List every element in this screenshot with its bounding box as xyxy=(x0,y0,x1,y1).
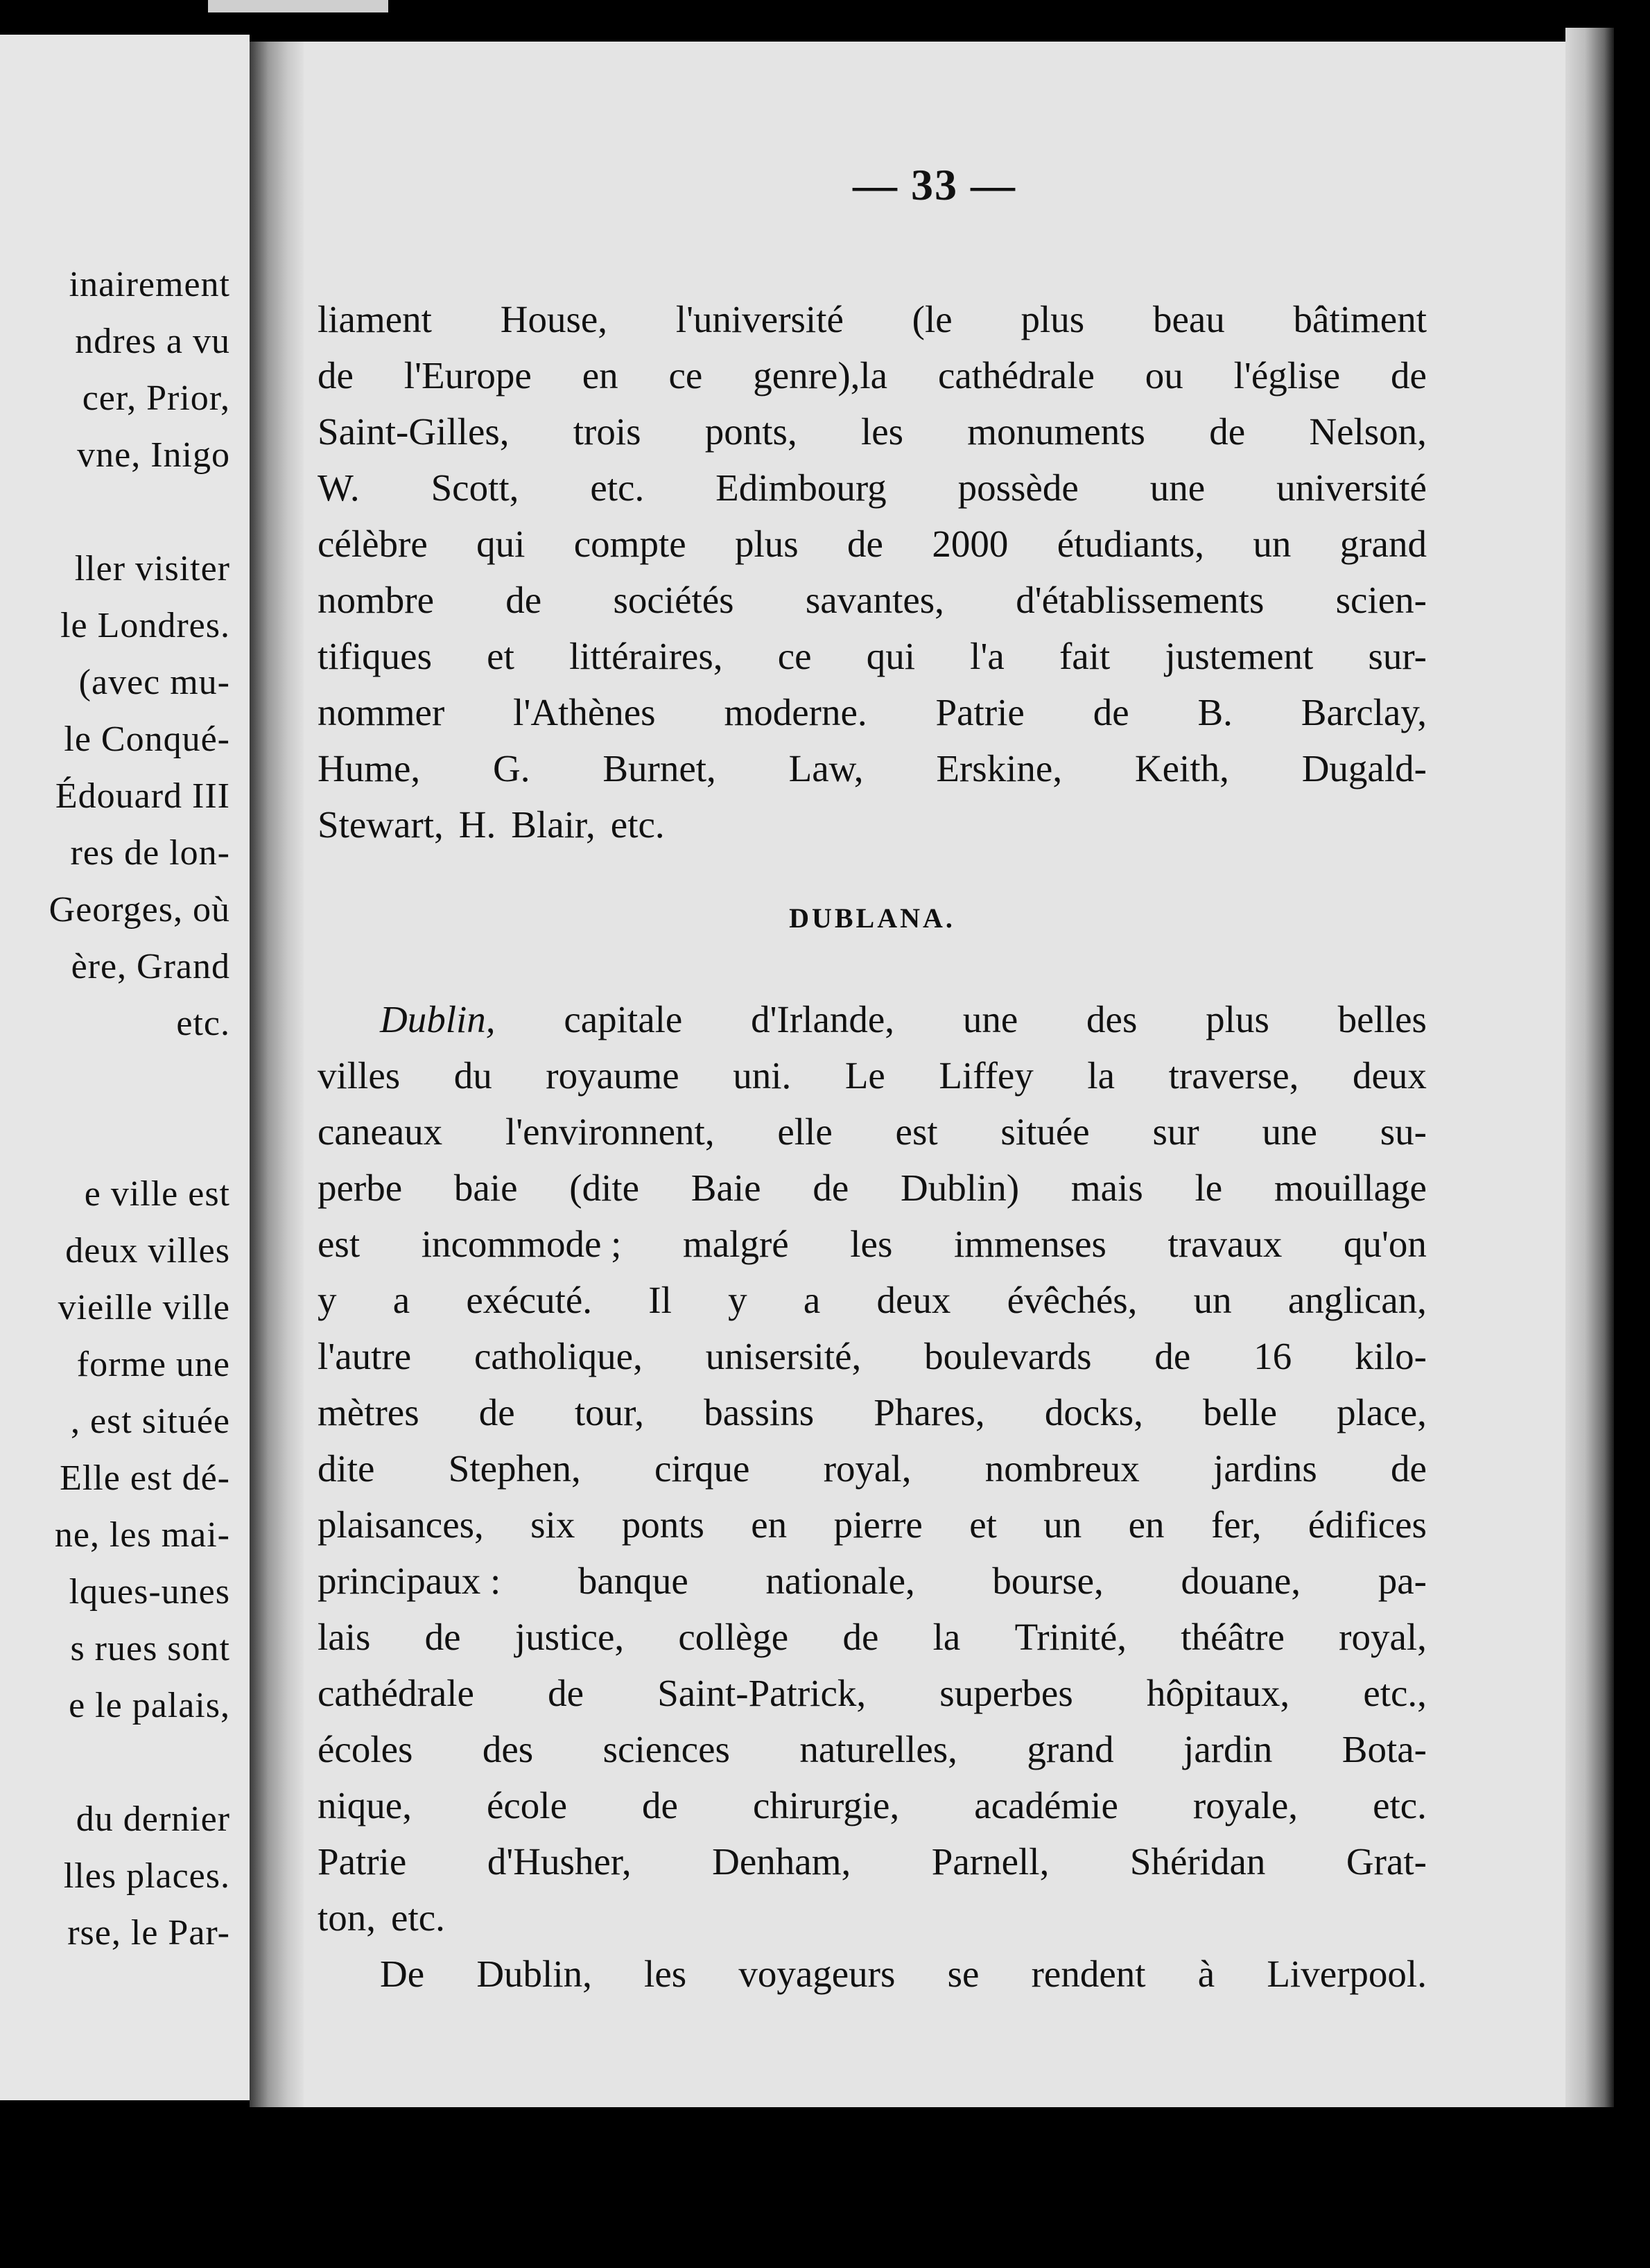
word: moderne. xyxy=(724,691,867,733)
paragraph-dublin xyxy=(318,991,1427,1946)
text-line xyxy=(318,991,1427,1047)
word: catholique, xyxy=(474,1335,643,1377)
word: Grat- xyxy=(1346,1840,1427,1883)
word: ou xyxy=(1145,354,1183,396)
word: de xyxy=(842,1616,879,1658)
word: bassins xyxy=(704,1391,815,1433)
word: royale, xyxy=(1192,1784,1299,1826)
word: Patrie xyxy=(935,691,1025,733)
word: de xyxy=(478,1391,515,1433)
word: l'Europe xyxy=(403,354,532,396)
section-title: DUBLANA. xyxy=(789,902,955,934)
text-line xyxy=(318,1833,1427,1890)
word: villes xyxy=(318,1054,401,1097)
left-page-line: rse, le Par- xyxy=(67,1913,230,1953)
word: cathédrale xyxy=(318,1672,474,1714)
word: d'Husher, xyxy=(487,1840,632,1883)
word: Stewart, xyxy=(318,803,444,846)
left-page-line xyxy=(0,1052,230,1109)
word: incommode ; xyxy=(421,1223,622,1265)
word: (le xyxy=(912,298,953,340)
word: en xyxy=(582,354,618,396)
left-page-line: Georges, où xyxy=(49,890,230,930)
page-edge-shadow xyxy=(1565,28,1614,2121)
word: fer, xyxy=(1210,1503,1262,1546)
word: est xyxy=(318,1223,361,1265)
word: pierre xyxy=(833,1503,923,1546)
scan-bottom-border xyxy=(0,2107,1650,2268)
left-page-line: lles places. xyxy=(63,1856,230,1896)
word: ton, xyxy=(318,1896,376,1939)
word: Bota- xyxy=(1341,1728,1427,1770)
word: belle xyxy=(1203,1391,1277,1433)
word: Le xyxy=(844,1054,885,1097)
left-page-line: ère, Grand xyxy=(71,947,230,986)
left-page-line: s rues sont xyxy=(70,1629,230,1668)
word: Parnell, xyxy=(931,1840,1050,1883)
word: Phares, xyxy=(874,1391,985,1433)
word: travaux xyxy=(1167,1223,1283,1265)
word: chirurgie, xyxy=(752,1784,900,1826)
word: l'environnent, xyxy=(505,1110,715,1153)
word: est xyxy=(895,1110,938,1153)
word: House, xyxy=(500,298,608,340)
word: célèbre xyxy=(318,523,428,565)
word: dite xyxy=(318,1447,375,1490)
word: plaisances, xyxy=(318,1503,484,1546)
word: édifices xyxy=(1308,1503,1427,1546)
word: Patrie xyxy=(318,1840,407,1883)
word: la xyxy=(1087,1054,1115,1097)
word: Nelson, xyxy=(1309,410,1427,453)
left-page-line: ndres a vu xyxy=(75,322,230,361)
word: plus xyxy=(1206,998,1269,1040)
word: sur- xyxy=(1368,635,1427,677)
word: baie xyxy=(453,1167,518,1209)
word: de xyxy=(813,1167,849,1209)
word: de xyxy=(642,1784,678,1826)
word: grand xyxy=(1027,1728,1114,1770)
word: une xyxy=(1149,466,1206,509)
word: des xyxy=(1086,998,1138,1040)
word: justice, xyxy=(514,1616,625,1658)
word: les xyxy=(850,1223,893,1265)
word: de xyxy=(1154,1335,1191,1377)
word: Erskine, xyxy=(936,747,1063,790)
text-line xyxy=(318,684,1427,740)
word: immenses xyxy=(953,1223,1106,1265)
word: Keith, xyxy=(1134,747,1229,790)
word: 16 xyxy=(1253,1335,1292,1377)
left-page-line: ne, les mai- xyxy=(54,1515,230,1555)
word: école xyxy=(486,1784,567,1826)
word: genre),la xyxy=(753,354,888,396)
text-line xyxy=(318,1946,1427,2002)
word: en xyxy=(751,1503,788,1546)
left-page-line: cer, Prior, xyxy=(82,378,230,418)
left-page-line: le Londres. xyxy=(60,606,230,645)
word: de xyxy=(548,1672,584,1714)
word: fait xyxy=(1059,635,1111,677)
word: H. xyxy=(458,803,496,846)
left-page-line: vieille ville xyxy=(58,1288,230,1327)
left-page-line: etc. xyxy=(176,1004,230,1043)
word: deux xyxy=(876,1279,951,1321)
word: nombreux xyxy=(984,1447,1140,1490)
word: cathédrale xyxy=(937,354,1095,396)
word: trois xyxy=(573,410,641,453)
word: une xyxy=(962,998,1018,1040)
word: de xyxy=(847,523,883,565)
text-line xyxy=(318,1497,1427,1553)
word: en xyxy=(1128,1503,1165,1546)
left-page-line: ller visiter xyxy=(74,549,230,588)
word: (dite xyxy=(569,1167,640,1209)
word: douane, xyxy=(1181,1560,1301,1602)
word: université xyxy=(1276,466,1427,509)
word: deux xyxy=(1352,1054,1427,1097)
word: pa- xyxy=(1378,1560,1427,1602)
word: a xyxy=(392,1279,410,1321)
word: et xyxy=(969,1503,997,1546)
word: des xyxy=(482,1728,534,1770)
word: ponts, xyxy=(704,410,797,453)
word: beau xyxy=(1152,298,1225,340)
word: banque xyxy=(578,1560,688,1602)
word: la xyxy=(932,1616,961,1658)
left-page-line: e ville est xyxy=(84,1174,230,1214)
word: de xyxy=(424,1616,461,1658)
word: uni. xyxy=(733,1054,792,1097)
word: naturelles, xyxy=(799,1728,957,1770)
word: Dublin, xyxy=(380,998,496,1040)
text-line xyxy=(318,1160,1427,1216)
word: Baie xyxy=(691,1167,761,1209)
word: d'établissements xyxy=(1016,579,1265,621)
page-number: — 33 — xyxy=(853,160,1016,209)
word: de xyxy=(1093,691,1129,733)
page-body xyxy=(318,291,1427,2002)
word: mètres xyxy=(318,1391,419,1433)
text-line xyxy=(318,1328,1427,1384)
right-page xyxy=(304,42,1565,2107)
word: Stephen, xyxy=(448,1447,581,1490)
word: royaume xyxy=(546,1054,679,1097)
word: d'Irlande, xyxy=(751,998,895,1040)
text-line xyxy=(318,1047,1427,1104)
word: elle xyxy=(777,1110,833,1153)
word: étudiants, xyxy=(1057,523,1205,565)
word: etc. xyxy=(391,1896,445,1939)
word: compte xyxy=(573,523,686,565)
left-page-line: (avec mu- xyxy=(78,663,230,702)
text-line xyxy=(318,291,1427,347)
word: Trinité, xyxy=(1014,1616,1127,1658)
word: Saint-Patrick, xyxy=(657,1672,867,1714)
word: les xyxy=(860,410,904,453)
left-page-line xyxy=(0,1734,230,1791)
word: Shéridan xyxy=(1129,1840,1266,1883)
word: écoles xyxy=(318,1728,413,1770)
left-page-line: du dernier xyxy=(76,1799,230,1839)
text-line xyxy=(318,572,1427,628)
word: royal, xyxy=(1339,1616,1427,1658)
word: nombre xyxy=(318,579,435,621)
word: de xyxy=(318,354,354,396)
word: tifiques xyxy=(318,635,432,677)
word: Blair, xyxy=(511,803,596,846)
paragraph-liverpool xyxy=(318,1946,1427,2002)
word: 2000 xyxy=(932,523,1009,565)
text-line xyxy=(318,1272,1427,1328)
word: un xyxy=(1193,1279,1232,1321)
word: possède xyxy=(957,466,1079,509)
word: B. xyxy=(1197,691,1233,733)
text-line xyxy=(318,403,1427,460)
word: W. xyxy=(318,466,360,509)
word: six xyxy=(530,1503,575,1546)
left-page-line: deux villes xyxy=(65,1231,230,1271)
word: superbes xyxy=(939,1672,1073,1714)
word: capitale xyxy=(564,998,683,1040)
word: belles xyxy=(1337,998,1427,1040)
word: jardin xyxy=(1183,1728,1273,1770)
word: malgré xyxy=(682,1223,789,1265)
word: plus xyxy=(735,523,799,565)
text-line xyxy=(318,1609,1427,1665)
left-page-line: , est située xyxy=(70,1402,230,1441)
word: mouillage xyxy=(1274,1167,1427,1209)
word: rendent xyxy=(1031,1953,1146,1995)
word: ce xyxy=(668,354,703,396)
word: qui xyxy=(866,635,915,677)
word: le xyxy=(1195,1167,1223,1209)
word: Barclay, xyxy=(1301,691,1427,733)
word: l'église xyxy=(1233,354,1341,396)
text-line xyxy=(318,1216,1427,1272)
word: l'université xyxy=(675,298,844,340)
word: liament xyxy=(318,298,432,340)
word: traverse, xyxy=(1168,1054,1299,1097)
word: principaux : xyxy=(318,1560,501,1602)
word: perbe xyxy=(318,1167,403,1209)
left-page-text xyxy=(0,256,230,1962)
word: Hume, xyxy=(318,747,421,790)
word: kilo- xyxy=(1355,1335,1427,1377)
text-line xyxy=(318,1721,1427,1777)
word: Edimbourg xyxy=(715,466,887,509)
word: théâtre xyxy=(1181,1616,1285,1658)
word: et xyxy=(487,635,514,677)
word: a xyxy=(803,1279,821,1321)
left-page-line: e le palais, xyxy=(69,1686,230,1725)
word: etc. xyxy=(590,466,645,509)
text-line xyxy=(318,628,1427,684)
left-page-line: forme une xyxy=(76,1345,230,1384)
left-page-line: Édouard III xyxy=(55,776,230,816)
word: de xyxy=(1391,354,1427,396)
left-page-line: lques-unes xyxy=(69,1572,230,1612)
word: nique, xyxy=(318,1784,412,1826)
word: plus xyxy=(1021,298,1085,340)
word: du xyxy=(453,1054,492,1097)
word: se xyxy=(947,1953,980,1995)
left-page-line: le Conqué- xyxy=(64,719,230,759)
word: lais xyxy=(318,1616,371,1658)
word: G. xyxy=(493,747,530,790)
left-page-line: inairement xyxy=(69,265,230,304)
word: Dublin, xyxy=(476,1953,592,1995)
word: académie xyxy=(974,1784,1118,1826)
word: anglican, xyxy=(1287,1279,1427,1321)
word: cirque xyxy=(654,1447,750,1490)
word: etc., xyxy=(1363,1672,1427,1714)
text-line xyxy=(318,740,1427,796)
word: littéraires, xyxy=(569,635,723,677)
word: un xyxy=(1043,1503,1082,1546)
word: Dugald- xyxy=(1301,747,1427,790)
text-line xyxy=(318,460,1427,516)
word: etc. xyxy=(610,803,665,846)
word: évêchés, xyxy=(1007,1279,1138,1321)
word: ponts xyxy=(621,1503,704,1546)
word: place, xyxy=(1337,1391,1427,1433)
text-line xyxy=(318,1665,1427,1721)
word: un xyxy=(1253,523,1292,565)
word: Liverpool. xyxy=(1267,1953,1427,1995)
word: les xyxy=(644,1953,687,1995)
word: y xyxy=(318,1279,337,1321)
text-line xyxy=(318,796,1427,853)
word: royal, xyxy=(823,1447,912,1490)
word: l'Athènes xyxy=(513,691,656,733)
left-page-line: Elle est dé- xyxy=(60,1458,230,1498)
word: mais xyxy=(1070,1167,1143,1209)
word: une xyxy=(1262,1110,1317,1153)
word: boulevards xyxy=(924,1335,1092,1377)
word: Denham, xyxy=(712,1840,851,1883)
word: justement xyxy=(1165,635,1314,677)
word: située xyxy=(1000,1110,1090,1153)
word: Dublin) xyxy=(901,1167,1020,1209)
word: etc. xyxy=(1373,1784,1427,1826)
word: hôpitaux, xyxy=(1146,1672,1290,1714)
word: de xyxy=(1391,1447,1427,1490)
left-page-line: vne, Inigo xyxy=(77,435,230,475)
text-line xyxy=(318,516,1427,572)
word: su- xyxy=(1380,1110,1427,1153)
text-line xyxy=(318,1553,1427,1609)
word: l'a xyxy=(970,635,1005,677)
word: tour, xyxy=(574,1391,645,1433)
word: docks, xyxy=(1044,1391,1143,1433)
word: à xyxy=(1197,1953,1215,1995)
text-line xyxy=(318,1890,1427,1946)
word: De xyxy=(380,1953,425,1995)
word: savantes, xyxy=(805,579,944,621)
text-line xyxy=(318,1104,1427,1160)
word: monuments xyxy=(967,410,1145,453)
word: bâtiment xyxy=(1293,298,1427,340)
word: jardins xyxy=(1213,1447,1317,1490)
word: collège xyxy=(678,1616,789,1658)
left-page-line xyxy=(0,484,230,541)
word: Il xyxy=(648,1279,672,1321)
word: sur xyxy=(1152,1110,1199,1153)
scan-top-strip xyxy=(208,0,388,12)
text-line xyxy=(318,1440,1427,1497)
word: l'autre xyxy=(318,1335,412,1377)
text-line xyxy=(318,1777,1427,1833)
word: caneaux xyxy=(318,1110,443,1153)
word: y xyxy=(728,1279,747,1321)
text-line xyxy=(318,347,1427,403)
word: Law, xyxy=(788,747,864,790)
word: scien- xyxy=(1335,579,1427,621)
word: Burnet, xyxy=(602,747,716,790)
left-page-line: res de lon- xyxy=(70,833,230,873)
text-line xyxy=(318,1384,1427,1440)
word: sociétés xyxy=(613,579,734,621)
word: Scott, xyxy=(431,466,519,509)
word: nommer xyxy=(318,691,445,733)
word: bourse, xyxy=(992,1560,1104,1602)
word: Liffey xyxy=(939,1054,1034,1097)
word: Saint-Gilles, xyxy=(318,410,510,453)
word: qui xyxy=(476,523,526,565)
left-page-fragment xyxy=(0,35,250,2100)
word: sciences xyxy=(602,1728,730,1770)
word: de xyxy=(1209,410,1246,453)
word: grand xyxy=(1339,523,1427,565)
word: qu'on xyxy=(1344,1223,1427,1265)
paragraph-edimbourg xyxy=(318,291,1427,853)
word: voyageurs xyxy=(738,1953,896,1995)
word: de xyxy=(505,579,542,621)
word: exécuté. xyxy=(466,1279,593,1321)
word: unisersité, xyxy=(705,1335,862,1377)
word: nationale, xyxy=(765,1560,915,1602)
word: ce xyxy=(777,635,812,677)
left-page-line xyxy=(0,1109,230,1166)
book-gutter xyxy=(250,42,304,2107)
